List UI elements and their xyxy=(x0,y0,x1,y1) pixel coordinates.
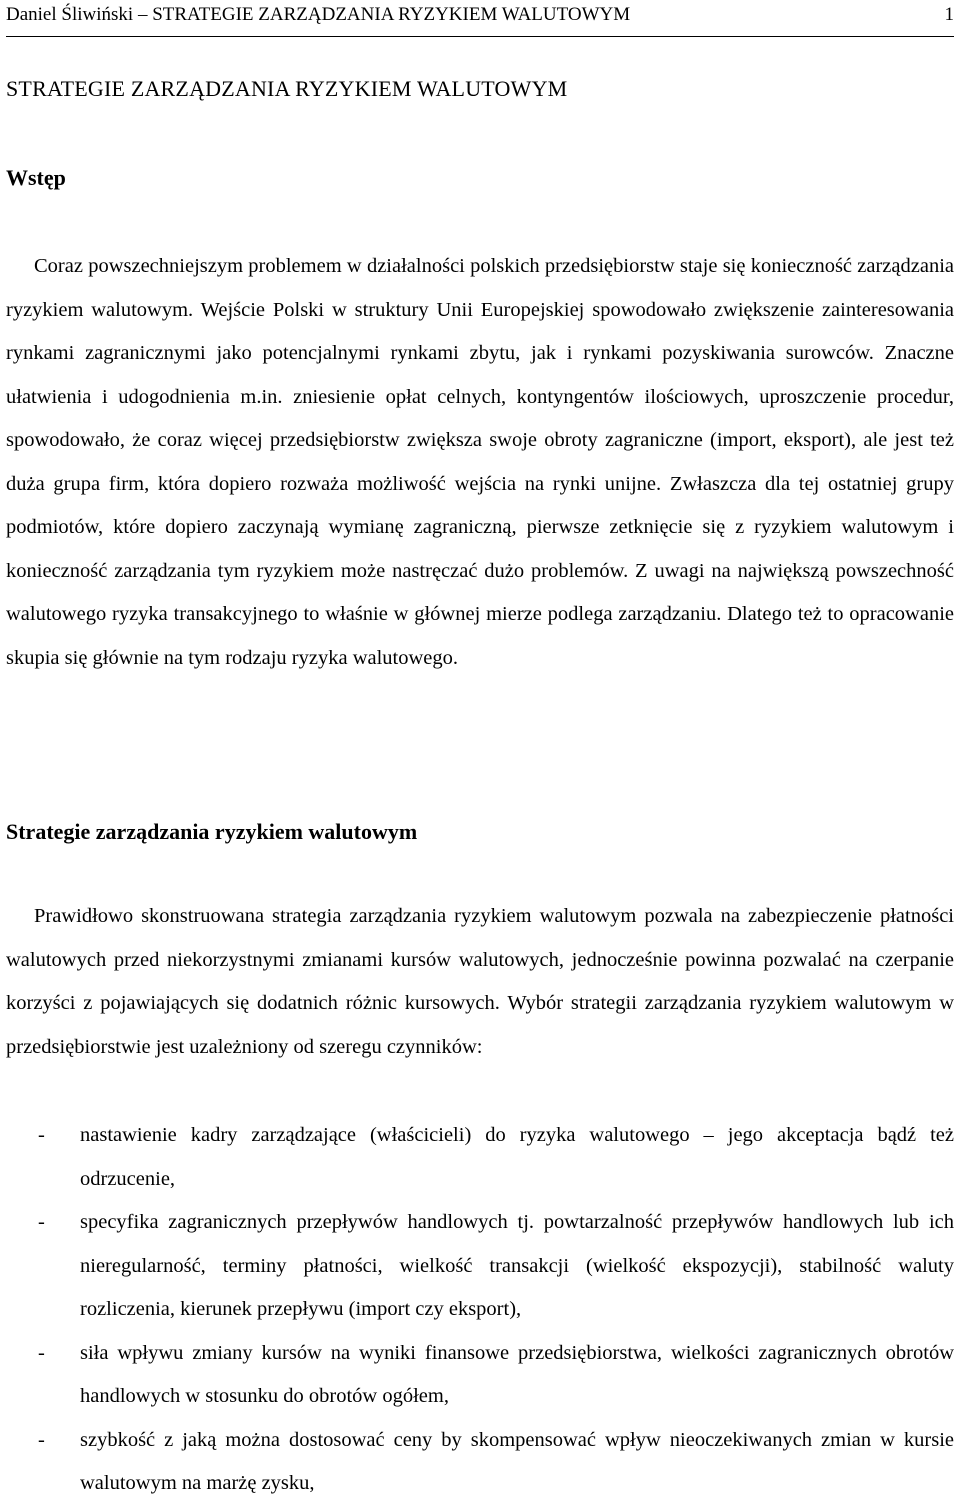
strategy-heading: Strategie zarządzania ryzykiem walutowym xyxy=(6,819,418,844)
running-title: Daniel Śliwiński – STRATEGIE ZARZĄDZANIA RYZYKIEM WALUTOWYM xyxy=(6,4,631,25)
running-header xyxy=(6,2,954,37)
list-item-text: siła wpływu zmiany kursów na wyniki finansowe przedsiębiorstwa, wielkości zagranicznych obrotów handlowych w stosunku do obrotów ogółem, xyxy=(80,1341,954,1407)
document-title: STRATEGIE ZARZĄDZANIA RYZYKIEM WALUTOWYM xyxy=(6,76,568,101)
intro-heading: Wstęp xyxy=(6,165,66,190)
list-dash: - xyxy=(38,1341,45,1364)
list-item-text: szybkość z jaką można dostosować ceny by skompensować wpływ nieoczekiwanych zmian w kursie walutowym na marżę zysku, xyxy=(80,1428,954,1494)
list-item xyxy=(6,1201,954,1332)
list-item xyxy=(6,1332,954,1419)
list-dash: - xyxy=(38,1124,45,1146)
list-item-text: nastawienie kadry zarządzające (właścicieli) do ryzyka walutowego – jego akceptacja bądź też odrzucenie, xyxy=(80,1124,954,1190)
list-item xyxy=(6,1114,954,1201)
factors-list xyxy=(6,1114,954,1506)
strategy-paragraph: Prawidłowo skonstruowana strategia zarządzania ryzykiem walutowym pozwala na zabezpieczenie płatności walutowych przed niekorzystnymi zmianami kursów walutowych, jednocześnie powinna pozwalać na czerpanie korzyści z pojawiających się dodatnich różnic kursowych. Wybór strategii zarządzania ryzykiem walutowym w przedsiębiorstwie jest uzależniony od szeregu czynników: xyxy=(6,905,954,1058)
list-item-text: specyfika zagranicznych przepływów handlowych tj. powtarzalność przepływów handlowych lub ich nieregularność, terminy płatności, wielkość transakcji (wielkość ekspozycji), stabilność waluty rozliczenia, kierunek przepływu (import czy eksport), xyxy=(80,1211,954,1320)
list-dash: - xyxy=(38,1211,45,1233)
list-item xyxy=(6,1419,954,1506)
page-number: 1 xyxy=(944,4,954,25)
list-dash: - xyxy=(38,1428,45,1451)
intro-paragraph: Coraz powszechniejszym problemem w działalności polskich przedsiębiorstw staje się konieczność zarządzania ryzykiem walutowym. Wejście Polski w struktury Unii Europejskiej spowodowało zwiększenie zainteresowania rynkami zagranicznymi jako potencjalnymi rynkami zbytu, jak i rynkami pozyskiwania surowców. Znaczne ułatwienia i udogodnienia m.in. zniesienie opłat celnych, kontyngentów ilościowych, uproszczenie procedur, spowodowało, że coraz więcej przedsiębiorstw zwiększa swoje obroty zagraniczne (import, eksport), ale jest też duża grupa firm, która dopiero rozważa możliwość wejścia na rynki unijne. Zwłaszcza dla tej ostatniej grupy podmiotów, które dopiero zaczynają wymianę zagraniczną, pierwsze zetknięcie się z ryzykiem walutowym i konieczność zarządzania tym ryzykiem może nastręczać dużo problemów. Z uwagi na największą powszechność walutowego ryzyka transakcyjnego to właśnie w głównej mierze podlega zarządzaniu. Dlatego też to opracowanie skupia się głównie na tym rodzaju ryzyka walutowego. xyxy=(6,255,954,669)
